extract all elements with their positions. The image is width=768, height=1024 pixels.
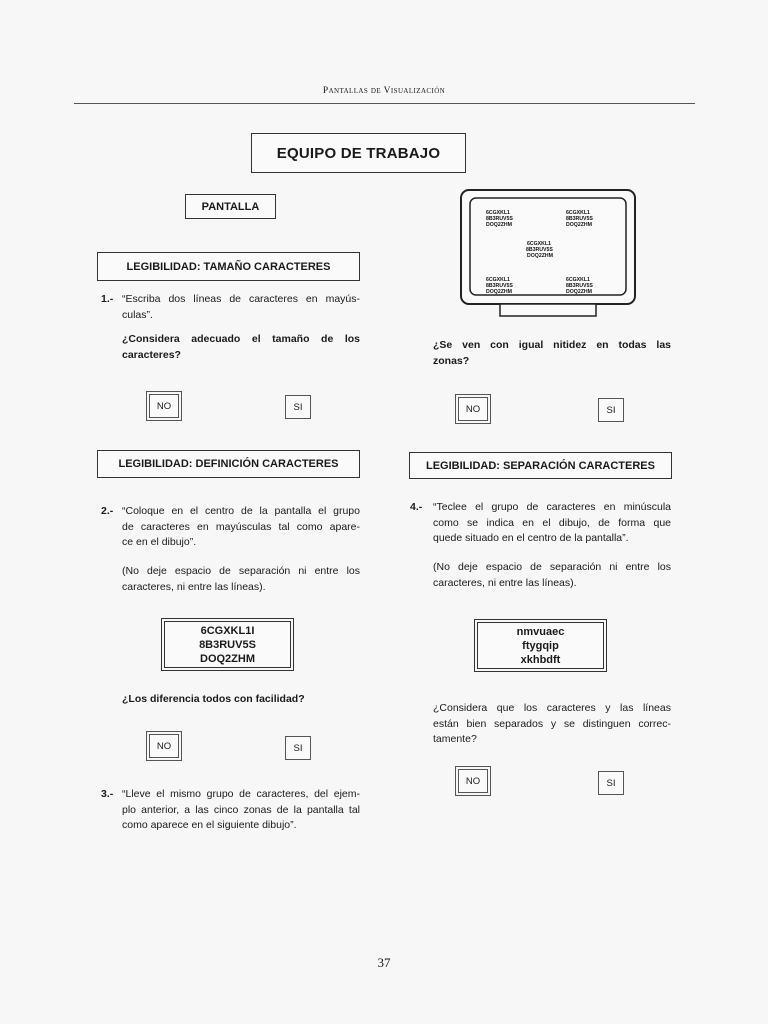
monitor-text-top-left-1: 6CGXKL1 bbox=[486, 210, 510, 216]
item1-line: culas”. bbox=[122, 308, 153, 321]
item3-line: como aparece en el siguiente dibujo”. bbox=[122, 819, 297, 831]
monitor-text-bottom-right-1: 6CGXKL1 bbox=[566, 277, 590, 283]
item2-line: ce en el dibujo”. bbox=[122, 536, 197, 548]
monitor-text-bottom-right-3: DOQ2ZHM bbox=[566, 289, 592, 295]
answer-no-button-q2[interactable]: NO bbox=[149, 734, 179, 758]
answer-si-button-q3[interactable]: SI bbox=[598, 398, 624, 422]
heading-separation: LEGIBILIDAD: SEPARACIÓN CARACTERES bbox=[409, 452, 672, 479]
monitor-text-center-3: DOQ2ZHM bbox=[527, 253, 553, 259]
sharpness-question-line: ¿Se ven con igual nitidez en todas las bbox=[433, 339, 671, 351]
monitor-text-bottom-left-1: 6CGXKL1 bbox=[486, 277, 510, 283]
item4-number: 4.- bbox=[410, 501, 423, 513]
item1-question-line: ¿Considera adecuado el tamaño de los bbox=[122, 333, 360, 345]
char-line: DOQ2ZHM bbox=[200, 652, 255, 665]
char-line: xkhbdft bbox=[520, 653, 561, 666]
section-label-pantalla: PANTALLA bbox=[185, 194, 276, 219]
answer-si-button-q4[interactable]: SI bbox=[598, 771, 624, 795]
item1-question-line: caracteres? bbox=[122, 348, 181, 361]
item1-number: 1.- bbox=[101, 293, 114, 305]
char-line: ftygqip bbox=[522, 639, 559, 652]
item2-question: ¿Los diferencia todos con facilidad? bbox=[122, 693, 305, 705]
monitor-text-center-1: 6CGXKL1 bbox=[527, 241, 551, 247]
item2-text bbox=[122, 504, 360, 551]
item4-note bbox=[433, 560, 671, 591]
char-line: 6CGXKL1I bbox=[200, 624, 255, 637]
item4-note-line: caracteres, ni entre las líneas). bbox=[433, 576, 577, 589]
item3-line: “Lleve el mismo grupo de caracteres, del ejem- bbox=[122, 788, 360, 800]
monitor-text-top-left-3: DOQ2ZHM bbox=[486, 222, 512, 228]
monitor-illustration bbox=[460, 189, 636, 321]
monitor-text-top-right-2: 8B3RUV5S bbox=[566, 216, 593, 222]
answer-si-button-q2[interactable]: SI bbox=[285, 736, 311, 760]
item4-line: “Teclee el grupo de caracteres en minúscula bbox=[433, 501, 671, 513]
monitor-text-top-right-1: 6CGXKL1 bbox=[566, 210, 590, 216]
item1-line: “Escriba dos líneas de caracteres en mayús- bbox=[122, 293, 360, 305]
header-rule bbox=[74, 103, 695, 104]
item4-note-line: (No deje espacio de separación ni entre los bbox=[433, 561, 671, 573]
item3-number: 3.- bbox=[101, 788, 114, 800]
monitor-text-top-left-2: 8B3RUV5S bbox=[486, 216, 513, 222]
answer-no-button-q3[interactable]: NO bbox=[458, 397, 488, 421]
monitor-text-top-right-3: DOQ2ZHM bbox=[566, 222, 592, 228]
answer-no-button-q1[interactable]: NO bbox=[149, 394, 179, 418]
answer-si-button-q1[interactable]: SI bbox=[285, 395, 311, 419]
item3-line: plo anterior, a las cinco zonas de la pantalla tal bbox=[122, 803, 360, 816]
answer-no-button-q4[interactable]: NO bbox=[458, 769, 488, 793]
running-header: Pantallas de Visualización bbox=[322, 86, 446, 96]
monitor-text-bottom-left-2: 8B3RUV5S bbox=[486, 283, 513, 289]
item4-text bbox=[433, 500, 671, 547]
item4-question-line: están bien separados y se distinguen correc- bbox=[433, 717, 671, 730]
monitor-text-bottom-left-3: DOQ2ZHM bbox=[486, 289, 512, 295]
char-line: 8B3RUV5S bbox=[199, 638, 256, 651]
item2-line: “Coloque en el centro de la pantalla el grupo bbox=[122, 505, 360, 517]
monitor-text-bottom-right-2: 8B3RUV5S bbox=[566, 283, 593, 289]
monitor-text-center-2: 8B3RUV5S bbox=[526, 247, 553, 253]
item4-line: como se indica en el dibujo, de forma que bbox=[433, 516, 671, 529]
char-line: nmvuaec bbox=[516, 625, 565, 638]
item1-question bbox=[122, 332, 360, 363]
heading-size: LEGIBILIDAD: TAMAÑO CARACTERES bbox=[97, 252, 360, 281]
item2-note-line: caracteres, ni entre las líneas). bbox=[122, 580, 266, 593]
lowercase-char-group bbox=[477, 622, 604, 669]
monitor-stand bbox=[500, 304, 596, 316]
sharpness-question bbox=[433, 338, 671, 369]
item1-text bbox=[122, 292, 360, 323]
item2-note-line: (No deje espacio de separación ni entre los bbox=[122, 565, 360, 577]
main-title: EQUIPO DE TRABAJO bbox=[251, 133, 466, 173]
item4-question bbox=[433, 701, 671, 748]
page-number: 37 bbox=[377, 955, 391, 970]
uppercase-char-group bbox=[164, 621, 291, 668]
item4-line: quede situado en el centro de la pantalla”. bbox=[433, 532, 629, 544]
item2-line: de caracteres en mayúsculas tal como apare- bbox=[122, 520, 360, 533]
item3-text bbox=[122, 787, 360, 834]
item4-question-line: tamente? bbox=[433, 733, 477, 745]
sharpness-question-line: zonas? bbox=[433, 354, 470, 367]
item2-number: 2.- bbox=[101, 505, 114, 517]
item4-question-line: ¿Considera que los caracteres y las líneas bbox=[433, 702, 671, 714]
heading-definition: LEGIBILIDAD: DEFINICIÓN CARACTERES bbox=[97, 450, 360, 478]
item2-note bbox=[122, 564, 360, 595]
